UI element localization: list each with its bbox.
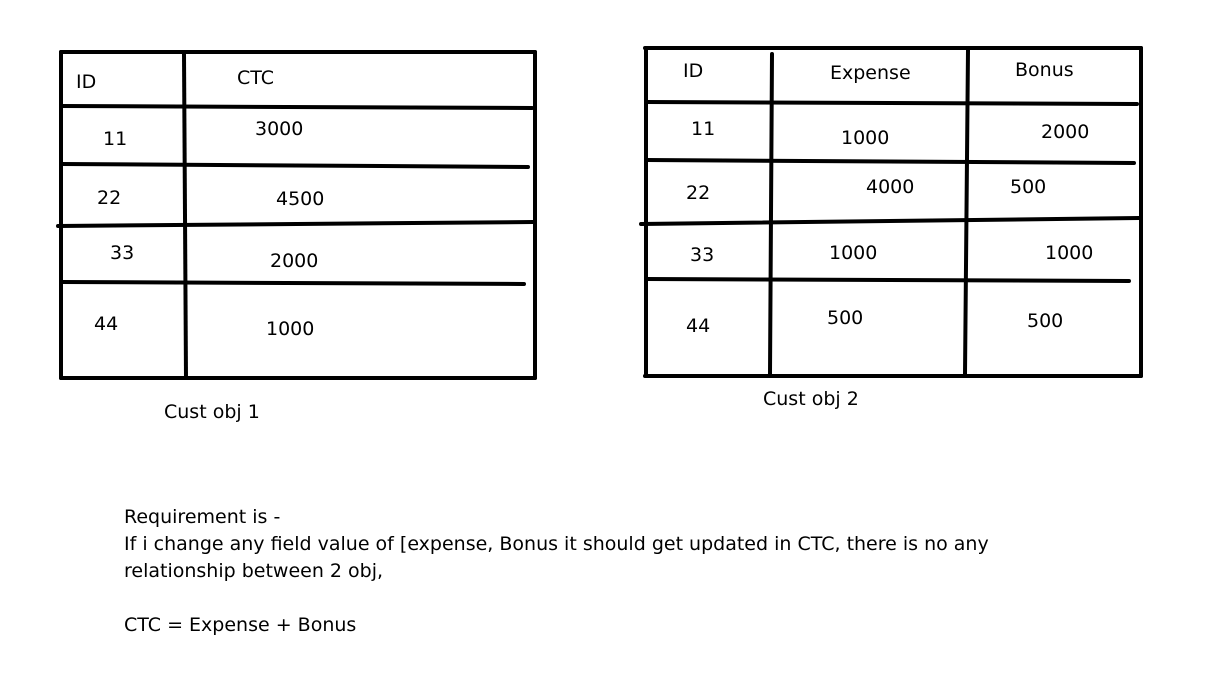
table1-col-divider bbox=[184, 54, 186, 378]
table1-row-divider-1 bbox=[61, 106, 532, 108]
table1-row1-id: 11 bbox=[103, 128, 128, 150]
table2-header-expense: Expense bbox=[830, 62, 911, 84]
table1-row3-id: 33 bbox=[110, 242, 135, 264]
table1-row3-ctc: 2000 bbox=[270, 250, 319, 272]
table2-col-divider-2 bbox=[965, 50, 968, 374]
table2-header-bonus: Bonus bbox=[1015, 59, 1074, 81]
table1-row-divider-4 bbox=[61, 282, 524, 284]
table2-header-id: ID bbox=[683, 60, 704, 82]
table1-row4-ctc: 1000 bbox=[266, 318, 315, 340]
table1-header-ctc: CTC bbox=[237, 67, 275, 89]
table2-row1-id: 11 bbox=[691, 118, 716, 140]
table1-row1-ctc: 3000 bbox=[255, 118, 304, 140]
note-spacer bbox=[124, 585, 1124, 612]
table2-row2-bonus: 500 bbox=[1010, 176, 1047, 198]
table-cust-obj-2 bbox=[641, 48, 1141, 376]
table1-row-divider-3 bbox=[58, 222, 533, 226]
table1-header-id: ID bbox=[76, 71, 97, 93]
table2-text bbox=[683, 59, 1093, 410]
table2-row-divider-4 bbox=[646, 279, 1129, 281]
table2-row-divider-3 bbox=[641, 218, 1139, 224]
requirement-line-1: If i change any field value of [expense, Bonus it should get updated in CTC, there is no any bbox=[124, 533, 989, 555]
table1-row2-id: 22 bbox=[97, 187, 122, 209]
table2-row3-id: 33 bbox=[690, 244, 715, 266]
table1-caption: Cust obj 1 bbox=[164, 401, 260, 423]
table2-row3-expense: 1000 bbox=[829, 242, 878, 264]
table2-row2-expense: 4000 bbox=[866, 176, 915, 198]
table2-row-divider-2 bbox=[646, 160, 1134, 163]
formula-text: CTC = Expense + Bonus bbox=[124, 614, 357, 636]
table2-row1-expense: 1000 bbox=[841, 127, 890, 149]
table2-row-divider-1 bbox=[646, 102, 1137, 104]
table2-row4-bonus: 500 bbox=[1027, 310, 1064, 332]
table2-caption: Cust obj 2 bbox=[763, 388, 859, 410]
table2-row4-expense: 500 bbox=[827, 307, 864, 329]
table1-text bbox=[76, 67, 324, 423]
requirement-line-2: relationship between 2 obj, bbox=[124, 560, 384, 582]
table2-row3-bonus: 1000 bbox=[1045, 242, 1094, 264]
requirement-heading: Requirement is - bbox=[124, 506, 281, 528]
table2-row4-id: 44 bbox=[686, 315, 711, 337]
table1-row4-id: 44 bbox=[94, 313, 119, 335]
requirement-note bbox=[124, 504, 1124, 639]
table1-row-divider-2 bbox=[61, 164, 528, 167]
table2-row1-bonus: 2000 bbox=[1041, 121, 1090, 143]
table2-row2-id: 22 bbox=[686, 182, 711, 204]
table1-row2-ctc: 4500 bbox=[276, 188, 325, 210]
